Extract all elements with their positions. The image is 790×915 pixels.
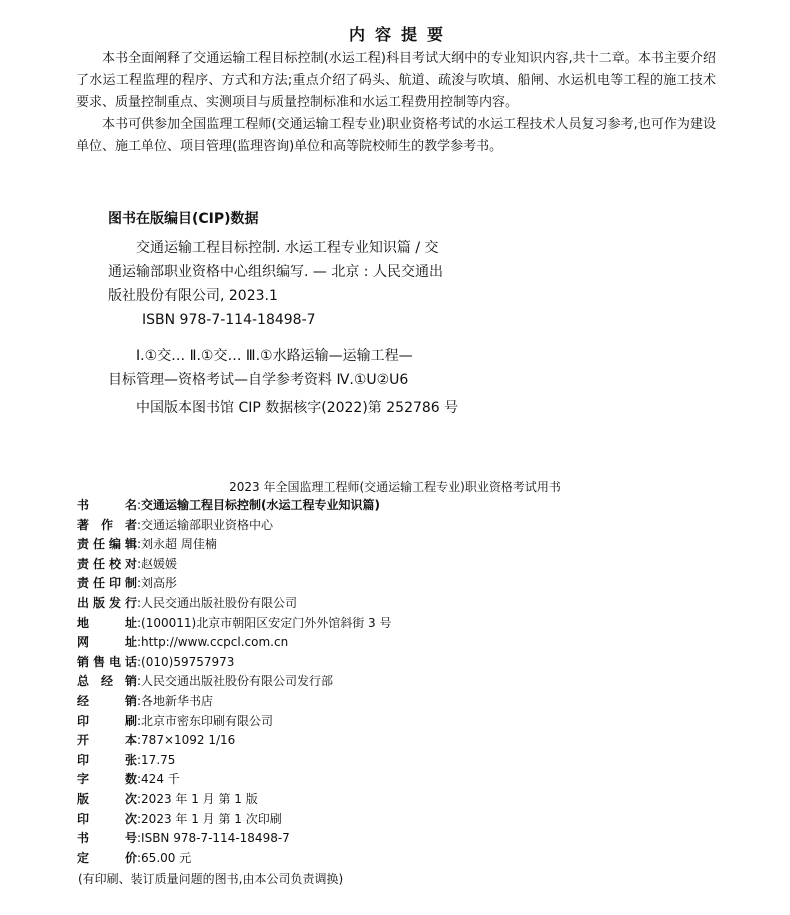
colophon-table	[77, 496, 391, 868]
cip-title-line-3: 版社股份有限公司, 2023.1	[108, 288, 278, 304]
colophon-row	[77, 555, 391, 575]
colophon-value: 刘永超 周佳楠	[141, 537, 217, 552]
colophon-value: 人民交通出版社股份有限公司	[141, 595, 298, 610]
colophon-separator: :	[137, 713, 142, 728]
cip-number: 中国版本图书馆 CIP 数据核字(2022)第 252786 号	[136, 400, 459, 416]
colophon-separator: :	[137, 595, 142, 610]
colophon-separator: :	[137, 831, 142, 846]
colophon-separator: :	[137, 654, 142, 669]
colophon-separator: :	[137, 635, 142, 650]
colophon-value: 787×1092 1/16	[141, 733, 236, 748]
colophon-value: 赵媛媛	[141, 556, 178, 571]
colophon-value: http://www.ccpcl.com.cn	[141, 635, 289, 650]
colophon-label: 定 价	[77, 850, 137, 865]
colophon-value: 刘高彤	[141, 576, 178, 591]
colophon-row	[77, 594, 391, 614]
summary-paragraph-2: 本书可供参加全国监理工程师(交通运输工程专业)职业资格考试的水运工程技术人员复习参考,也可作为建设单位、施工单位、项目管理(监理咨询)单位和高等院校师生的教学参考书。	[76, 117, 716, 154]
colophon-value: (100011)北京市朝阳区安定门外外馆斜街 3 号	[141, 615, 392, 630]
colophon-separator: :	[137, 556, 142, 571]
colophon-row	[77, 810, 391, 830]
colophon-row	[77, 496, 391, 516]
colophon-label: 地 址	[77, 615, 137, 630]
colophon-label: 版 次	[77, 791, 137, 806]
colophon-row	[77, 614, 391, 634]
colophon-label: 销 售 电 话	[77, 654, 137, 669]
colophon-label: 责 任 印 制	[77, 576, 137, 591]
colophon-value: 424 千	[141, 772, 180, 787]
colophon-separator: :	[137, 772, 142, 787]
cip-classification-line-1: Ⅰ.①交… Ⅱ.①交… Ⅲ.①水路运输—运输工程—	[136, 348, 413, 364]
cip-classification-line-2: 目标管理—资格考试—自学参考资料 Ⅳ.①U②U6	[108, 372, 409, 388]
colophon-value: 65.00 元	[141, 850, 192, 865]
cip-isbn: ISBN 978-7-114-18498-7	[142, 312, 316, 328]
colophon-value: 17.75	[141, 752, 176, 767]
colophon-value: 北京市密东印刷有限公司	[141, 713, 274, 728]
colophon-label: 印 张	[77, 752, 137, 767]
colophon-row	[77, 751, 391, 771]
colophon-label: 总 经 销	[77, 674, 137, 689]
colophon-separator: :	[137, 576, 142, 591]
colophon-value: 交通运输部职业资格中心	[141, 517, 274, 532]
colophon-row	[77, 516, 391, 536]
colophon-row	[77, 731, 391, 751]
colophon-label: 出 版 发 行	[77, 595, 137, 610]
summary-paragraph-1: 本书全面阐释了交通运输工程目标控制(水运工程)科目考试大纲中的专业知识内容,共十二章。本书主要介绍了水运工程监理的程序、方式和方法;重点介绍了码头、航道、疏浚与吹填、船闸、水运机电等工程的施工技术要求、质量控制重点、实测项目与质量控制标准和水运工程费用控制等内容。	[76, 51, 716, 110]
colophon-label: 责 任 校 对	[77, 556, 137, 571]
cip-record	[108, 236, 498, 392]
colophon-value: 人民交通出版社股份有限公司发行部	[141, 674, 334, 689]
colophon-value: ISBN 978-7-114-18498-7	[141, 831, 290, 846]
colophon-label: 字 数	[77, 772, 137, 787]
colophon-label: 书 名	[77, 498, 137, 512]
colophon-label: 开 本	[77, 733, 137, 748]
colophon-label: 印 刷	[77, 713, 137, 728]
colophon-separator: :	[137, 811, 142, 826]
colophon-row	[77, 712, 391, 732]
colophon-row	[77, 672, 391, 692]
series-title: 2023 年全国监理工程师(交通运输工程专业)职业资格考试用书	[229, 480, 561, 494]
cip-heading: 图书在版编目(CIP)数据	[108, 211, 259, 227]
colophon-label: 责 任 编 辑	[77, 537, 137, 552]
colophon-value: 2023 年 1 月 第 1 版	[141, 791, 258, 806]
colophon-separator: :	[137, 537, 142, 552]
colophon-separator: :	[137, 674, 142, 689]
colophon-value: 各地新华书店	[141, 693, 214, 708]
colophon-label: 著 作 者	[77, 517, 137, 532]
colophon-row	[77, 692, 391, 712]
colophon-row	[77, 790, 391, 810]
colophon-row	[77, 633, 391, 653]
quality-note: (有印刷、装订质量问题的图书,由本公司负责调换)	[78, 872, 344, 886]
colophon-row	[77, 849, 391, 869]
colophon-label: 书 号	[77, 831, 137, 846]
colophon-label: 网 址	[77, 635, 137, 650]
colophon-separator: :	[137, 517, 142, 532]
summary-body	[76, 48, 716, 158]
colophon-label: 经 销	[77, 693, 137, 708]
cip-title-line-2: 通运输部职业资格中心组织编写. — 北京 : 人民交通出	[108, 264, 443, 280]
colophon-separator: :	[137, 791, 142, 806]
colophon-separator: :	[137, 733, 142, 748]
colophon-separator: :	[137, 752, 142, 767]
colophon-value: 2023 年 1 月 第 1 次印刷	[141, 811, 282, 826]
cip-title-line-1: 交通运输工程目标控制. 水运工程专业知识篇 / 交	[136, 240, 439, 256]
colophon-row	[77, 653, 391, 673]
colophon-value: (010)59757973	[141, 654, 235, 669]
colophon-row	[77, 574, 391, 594]
colophon-separator: :	[137, 615, 142, 630]
colophon-separator: :	[137, 850, 142, 865]
colophon-row	[77, 770, 391, 790]
summary-title: 内容提要	[348, 25, 453, 44]
colophon-separator: :	[137, 498, 142, 512]
colophon-separator: :	[137, 693, 142, 708]
colophon-label: 印 次	[77, 811, 137, 826]
colophon-row	[77, 535, 391, 555]
colophon-value: 交通运输工程目标控制(水运工程专业知识篇)	[141, 498, 381, 512]
colophon-row	[77, 829, 391, 849]
